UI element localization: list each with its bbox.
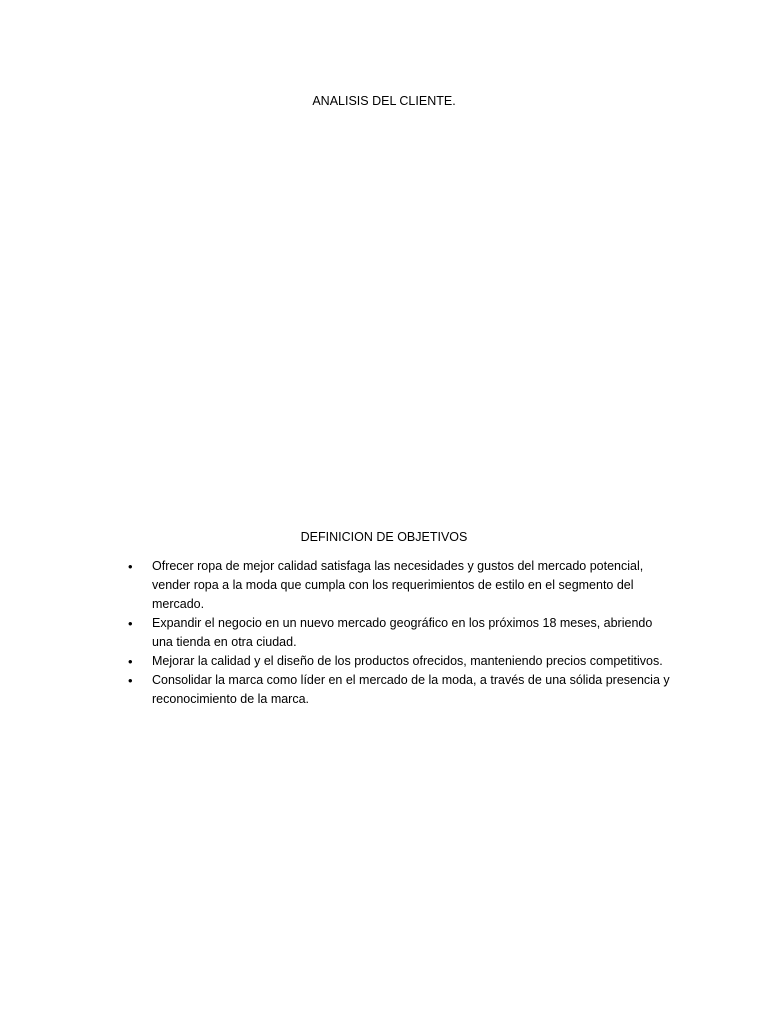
objectives-list: [126, 557, 671, 709]
objective-text: Expandir el negocio en un nuevo mercado geográfico en los próximos 18 meses, abriendo una tienda en otra ciudad.: [152, 616, 653, 649]
objective-item: [126, 671, 671, 709]
objective-text: Consolidar la marca como líder en el mercado de la moda, a través de una sólida presencia y reconocimiento de la marca.: [152, 673, 670, 706]
bullet-icon: •: [128, 559, 133, 574]
objective-item: [126, 557, 671, 614]
objective-item: [126, 652, 671, 671]
heading-analisis-del-cliente: ANALISIS DEL CLIENTE.: [312, 94, 456, 108]
objective-text: Ofrecer ropa de mejor calidad satisfaga las necesidades y gustos del mercado potencial, vender ropa a la moda que cumpla con los requerimientos de estilo en el segmento del mercado.: [152, 559, 644, 611]
heading-definicion-de-objetivos: DEFINICION DE OBJETIVOS: [300, 530, 468, 544]
objective-item: [126, 614, 671, 652]
bullet-icon: •: [128, 654, 133, 669]
objective-text: Mejorar la calidad y el diseño de los productos ofrecidos, manteniendo precios competitivos.: [152, 654, 663, 668]
bullet-icon: •: [128, 616, 133, 631]
bullet-icon: •: [128, 673, 133, 688]
